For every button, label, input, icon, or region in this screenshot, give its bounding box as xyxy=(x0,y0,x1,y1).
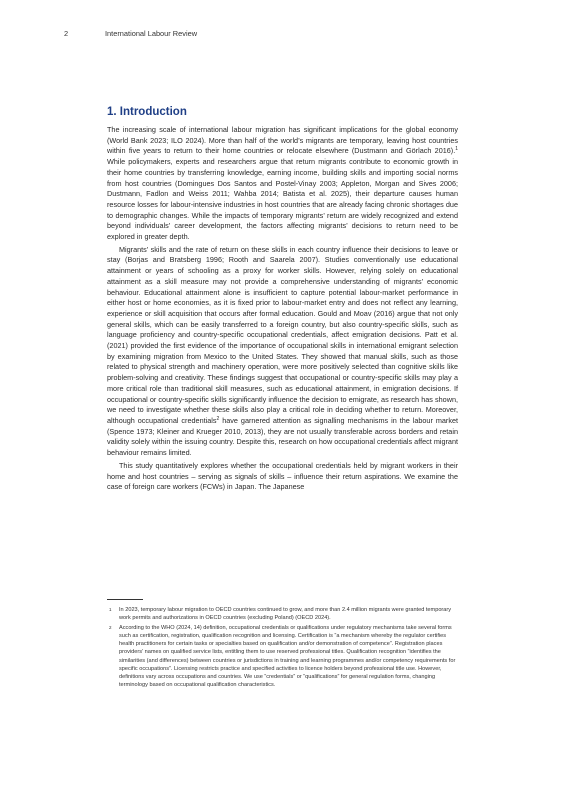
paragraph-1-part-b: While policymakers, experts and researchers argue that return migrants contribute to economic growth in their home countries by transferring knowledge, earning income, building skills and importing social norms from host countries (Domingues Dos Santos and Postel-Vinay 2003; Appleton, Morgan and Sives 2006; Dustmann, Fadlon and Weiss 2011; Wahba 2014; Batista et al. 2025), their departure causes human resource losses for labour-intensive industries in host countries that are already facing chronic shortages due to demographic changes. While the impacts of temporary migrants’ return are widely recognized and extend beyond individuals’ career development, the factors affecting migrants’ decisions to return need to be explored in greater depth. xyxy=(107,157,458,242)
footnote-ref-2[interactable]: 2 xyxy=(216,415,220,422)
paragraph-1 xyxy=(107,125,458,243)
footnote-divider xyxy=(107,599,143,600)
journal-name: International Labour Review xyxy=(105,29,198,38)
footnote-mark: 2 xyxy=(109,625,112,631)
footnote-2 xyxy=(107,624,458,689)
footnotes xyxy=(107,606,458,691)
paragraph-3: This study quantitatively explores whether the occupational credentials held by migrant workers in their home and host countries – serving as signals of skills – influence their return aspirations. We examine the case of foreign care workers (FCWs) in Japan. The Japanese xyxy=(107,460,458,492)
body-text xyxy=(107,125,458,493)
footnote-ref-1[interactable]: 1 xyxy=(455,146,458,153)
footnote-text: According to the WHO (2024, 14) definition, occupational credentials or qualifications under regulatory mechanisms take several forms such as certification, registration, qualification recognition and licensing. Certification is “a mechanism whereby the regulator certifies health practitioners for certain tasks or specialties based on qualification and/or demonstration of competence”. Registration places providers’ names on qualified service lists, entitling them to use reserved professional titles. Qualification recognition “identifies the similarities (and differences) between countries or jurisdictions in training and learning programmes and/or competency requirements for specific occupations”. Licensing restricts practice and specified activities to licence holders beyond professional title use. However, definitions vary across occupations and countries. We use “credentials” or “qualifications” for general regulation forms, changing terminology based on occupational qualification characteristics. xyxy=(119,625,456,688)
paragraph-2 xyxy=(107,245,458,459)
footnote-mark: 1 xyxy=(109,607,112,612)
paragraph-1-part-a: The increasing scale of international labour migration has significant implications for the global economy (World Bank 2023; ILO 2024). More than half of the world’s migrants are temporary, leaving host countries within five years to return to their home countries or relocate elsewhere (Dustmann and Görlach 2016). xyxy=(107,125,458,156)
section-title: 1. Introduction xyxy=(107,106,187,118)
footnote-text: In 2023, temporary labour migration to OECD countries continued to grow, and more than 2.4 million migrants were granted temporary work permits and authorizations in OECD countries (excluding Poland) (OECD 2024). xyxy=(119,607,452,622)
paragraph-2-part-a: Migrants’ skills and the rate of return on these skills in each country influence their decisions to leave or stay (Borjas and Bratsberg 1996; Rooth and Saarela 2007). Studies conventionally use educational attainment or years of schooling as a proxy for worker skills. However, relying solely on educational attainment as a skill measure may not provide a comprehensive understanding of migrants’ economic behaviour. Educational attainment alone is insufficient to capture potential labour-market performance in either host or home economies, as it is fixed prior to labour-market entry and does not reflect any learning, experience or skill acquisition that occurs after formal education. Gould and Moav (2016) argue that not only general skills, which can be easily transferred to a foreign country, but also country-specific skills, such as language proficiency and country-specific occupational credentials, affect emigration decisions. Patt et al. (2021) provided the first evidence of the importance of occupational skills in international emigrant selection by examining migration from Mexico to the United States. They showed that manual skills, such as those related to physical strength and machinery operation, were more positively selected than cognitive skills like problem-solving and creativity. These findings suggest that occupational or country-specific skills may play a more critical role than traditional skill measures, such as educational attainment, in emigration decisions. If occupational or country-specific skills significantly influence the decision to emigrate, as research has shown, we need to investigate whether these skills also play a critical role in deciding whether to return. Moreover, although occupational credentials xyxy=(107,244,458,425)
footnote-1 xyxy=(107,606,458,622)
paragraph-2-part-b: have garnered attention as signalling mechanisms in the labour market (Spence 1973; Kleiner and Krueger 2010, 2013), they are not usually transferable across borders and retain validity solely within the issuing country. Despite this, research on how occupational credentials affect migrant behaviour remains limited. xyxy=(107,415,458,458)
page-number: 2 xyxy=(64,29,69,38)
